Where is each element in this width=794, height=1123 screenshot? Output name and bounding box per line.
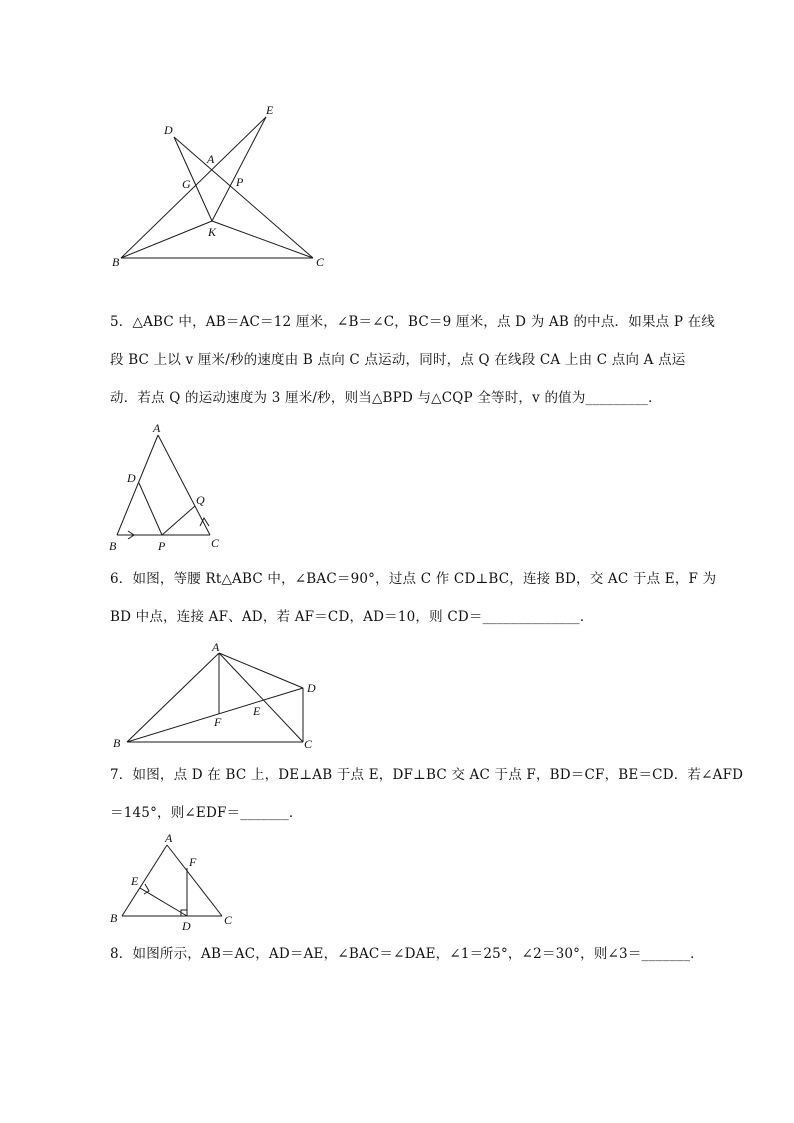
- q7-line1: 7．如图，点 D 在 BC 上，DE⊥AB 于点 E，DF⊥BC 交 AC 于点 F，BD＝CF，BE＝CD．若∠AFD: [110, 767, 744, 783]
- label-B: B: [113, 736, 121, 750]
- question-8: [110, 935, 710, 973]
- label-C: C: [211, 536, 220, 550]
- label-B: B: [110, 911, 118, 925]
- label-K: K: [208, 225, 217, 239]
- label-F: F: [214, 715, 222, 729]
- q5-line3: 动．若点 Q 的运动速度为 3 厘米/秒，则当△BPD 与△CQP 全等时，v 的值为_________．: [110, 390, 662, 406]
- label-A: A: [212, 640, 220, 654]
- label-Q: Q: [196, 493, 205, 507]
- q8-line1: 8．如图所示，AB＝AC，AD＝AE，∠BAC＝∠DAE，∠1＝25°，∠2＝30°，则∠3＝_______．: [110, 946, 704, 962]
- q6-line2: BD 中点，连接 AF、AD，若 AF＝CD，AD＝10，则 CD＝______________．: [110, 609, 594, 625]
- label-F: F: [189, 855, 197, 869]
- label-A: A: [153, 421, 161, 435]
- label-A: A: [207, 152, 215, 166]
- label-P: P: [236, 175, 244, 189]
- label-B: B: [112, 255, 120, 269]
- label-D: D: [307, 681, 316, 695]
- q5-line2: 段 BC 上以 v 厘米/秒的速度由 B 点向 C 点运动，同时，点 Q 在线段 CA 上由 C 点向 A 点运: [110, 352, 686, 368]
- label-B: B: [109, 539, 117, 553]
- label-E: E: [253, 704, 261, 718]
- label-D: D: [127, 471, 136, 485]
- label-P: P: [158, 539, 166, 553]
- q5-line1: 5．△ABC 中，AB＝AC＝12 厘米，∠B＝∠C，BC＝9 厘米，点 D 为 AB 的中点．如果点 P 在线: [110, 314, 716, 330]
- label-D: D: [164, 123, 173, 137]
- label-C: C: [224, 913, 233, 927]
- label-G: G: [182, 177, 191, 191]
- label-E: E: [131, 874, 139, 888]
- label-C: C: [316, 255, 325, 269]
- label-C: C: [304, 737, 313, 751]
- label-A: A: [165, 831, 173, 845]
- q6-line1: 6．如图，等腰 Rt△ABC 中，∠BAC＝90°，过点 C 作 CD⊥BC，连接 BD，交 AC 于点 E，F 为: [110, 571, 717, 587]
- label-E: E: [266, 103, 274, 117]
- label-D: D: [182, 919, 191, 933]
- q7-line2: ＝145°，则∠EDF＝_______．: [110, 805, 303, 821]
